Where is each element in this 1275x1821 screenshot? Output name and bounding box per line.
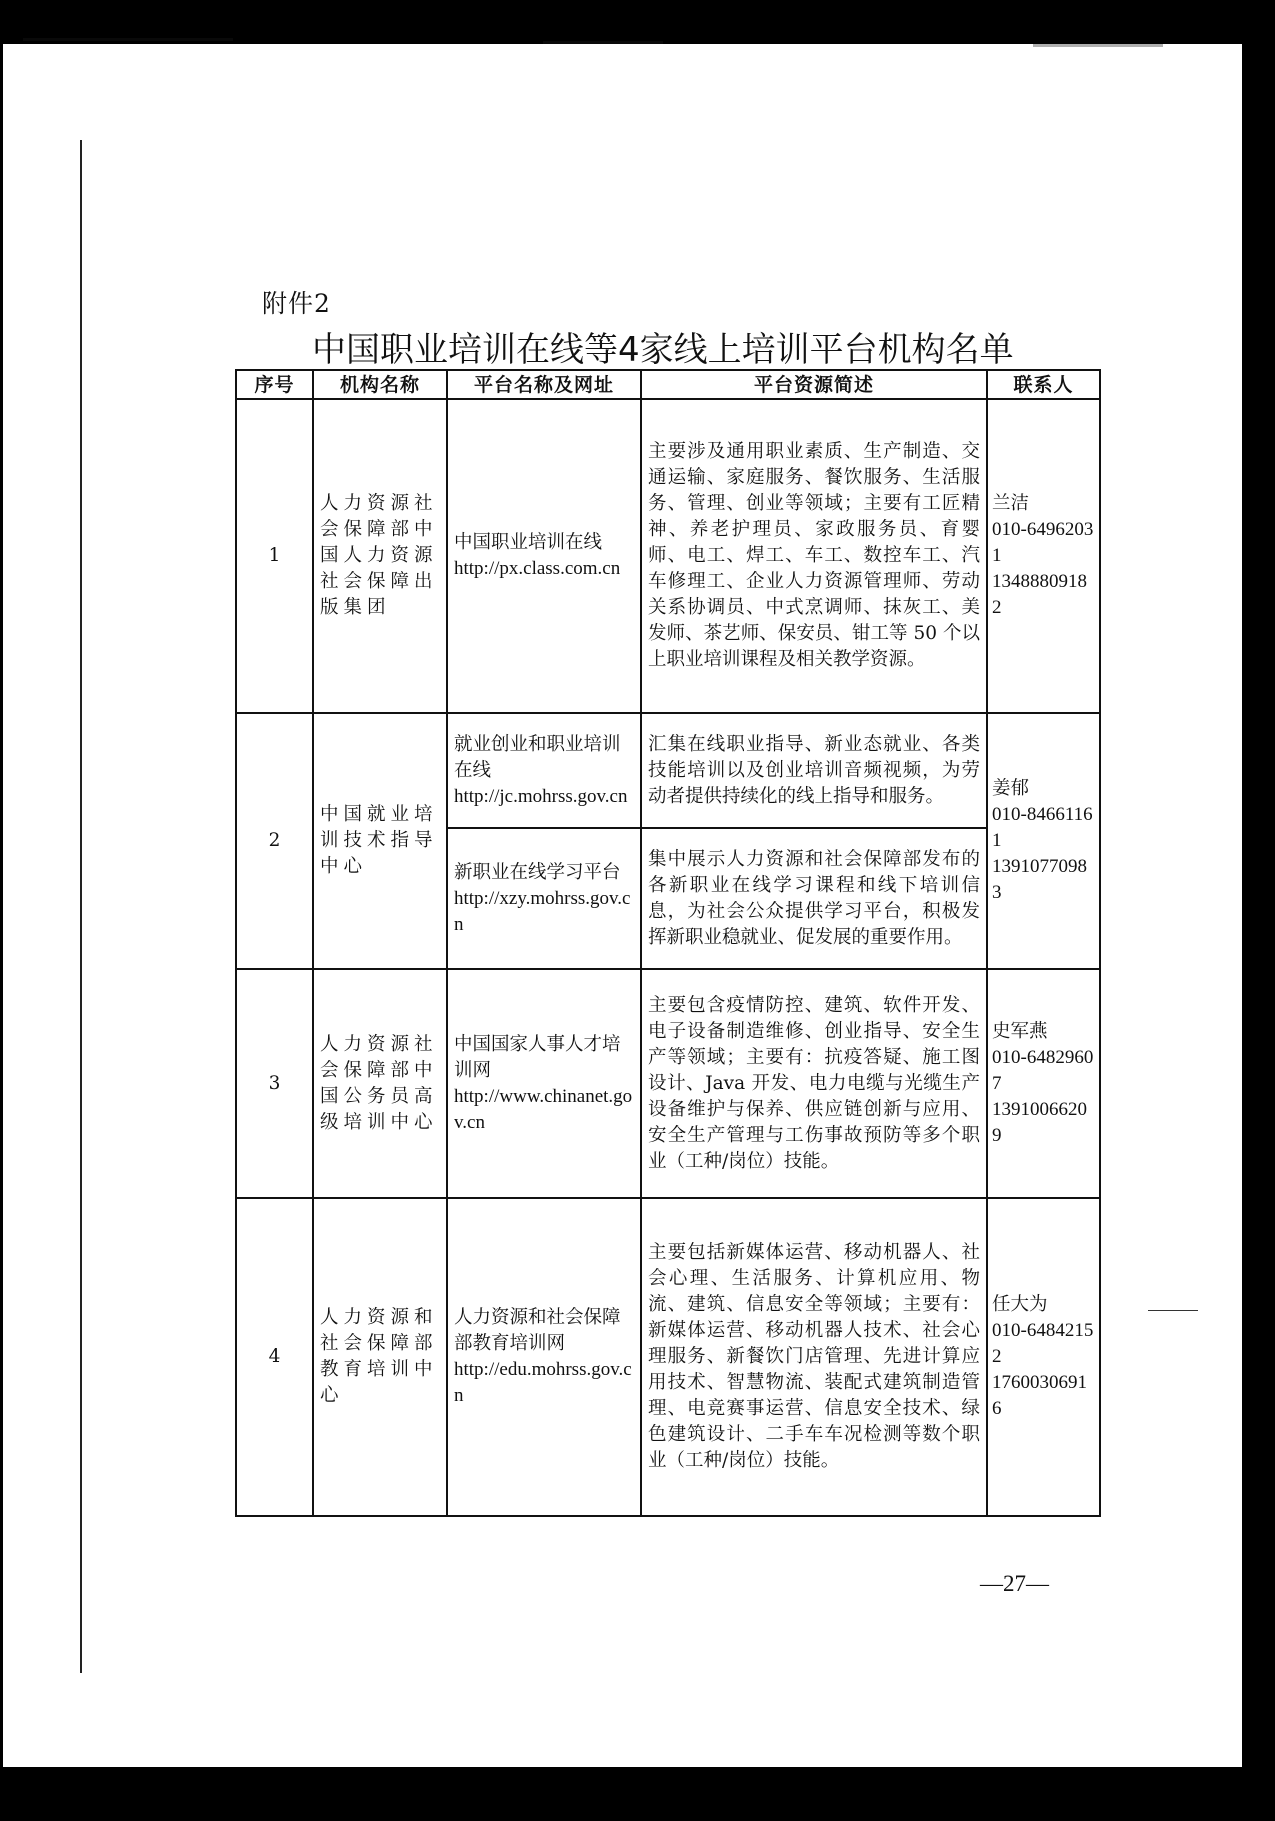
contact-phone: 010-64962031 xyxy=(992,519,1094,566)
contact-cell xyxy=(987,399,1100,713)
header-contact: 联系人 xyxy=(987,370,1100,399)
platform-name: 中国职业培训在线 xyxy=(454,532,603,553)
table-row xyxy=(236,1198,1100,1516)
org-name: 人力资源社会保障部中国公务员高级培训中心 xyxy=(313,969,447,1198)
platform-name: 新职业在线学习平台 xyxy=(454,861,621,883)
contact-cell xyxy=(987,969,1100,1198)
header-description: 平台资源简述 xyxy=(641,370,987,399)
platform-url[interactable]: http://www.chinanet.gov.cn xyxy=(454,1085,633,1133)
header-platform: 平台名称及网址 xyxy=(447,370,641,399)
org-name: 人力资源和社会保障部教育培训中心 xyxy=(313,1198,447,1516)
platform-url[interactable]: http://xzy.mohrss.gov.cn xyxy=(454,887,631,935)
row-number: 2 xyxy=(236,713,313,969)
table-row xyxy=(236,399,1100,713)
platform-cell xyxy=(447,713,641,828)
scan-artifact xyxy=(23,38,233,41)
scan-artifact xyxy=(543,41,663,44)
contact-phone: 010-64829607 xyxy=(992,1046,1094,1094)
contact-name: 姜郁 xyxy=(992,778,1030,799)
contact-name: 兰洁 xyxy=(992,493,1030,514)
platform-url[interactable]: http://px.class.com.cn xyxy=(454,558,621,579)
platform-url[interactable]: http://edu.mohrss.gov.cn xyxy=(454,1359,632,1406)
annex-label: 附件2 xyxy=(262,289,331,318)
platform-cell xyxy=(447,399,641,713)
row-number: 1 xyxy=(236,399,313,713)
contact-mobile: 13488809182 xyxy=(992,571,1087,618)
page-number: —27— xyxy=(980,1571,1049,1596)
row-number: 4 xyxy=(236,1198,313,1516)
contact-cell xyxy=(987,713,1100,969)
table-row xyxy=(236,969,1100,1198)
platform-name: 就业创业和职业培训在线 xyxy=(454,733,621,781)
contact-cell xyxy=(987,1198,1100,1516)
contact-name: 史军燕 xyxy=(992,1020,1048,1042)
institution-table xyxy=(235,369,1101,1517)
contact-mobile: 13910770983 xyxy=(992,856,1087,903)
org-name: 中国就业培训技术指导中心 xyxy=(313,713,447,969)
scan-artifact xyxy=(1148,1310,1198,1311)
org-name: 人力资源社会保障部中国人力资源社会保障出版集团 xyxy=(313,399,447,713)
platform-description: 集中展示人力资源和社会保障部发布的各新职业在线学习课程和线下培训信息，为社会公众提供学习平台，积极发挥新职业稳就业、促发展的重要作用。 xyxy=(641,828,987,969)
platform-cell xyxy=(447,969,641,1198)
platform-url[interactable]: http://jc.mohrss.gov.cn xyxy=(454,785,628,807)
contact-mobile: 13910066209 xyxy=(992,1098,1087,1146)
platform-cell xyxy=(447,1198,641,1516)
contact-phone: 010-64842152 xyxy=(992,1320,1094,1367)
header-no: 序号 xyxy=(236,370,313,399)
header-org: 机构名称 xyxy=(313,370,447,399)
scan-artifact xyxy=(1033,44,1163,47)
table-row xyxy=(236,713,1100,828)
contact-name: 任大为 xyxy=(992,1294,1048,1315)
platform-description: 主要包含疫情防控、建筑、软件开发、电子设备制造维修、创业指导、安全生产等领域；主要有：抗疫答疑、施工图设计、Java 开发、电力电缆与光缆生产设备维护与保养、供应链创新与应用、安全生产管理与工伤事故预防等多个职业（工种/岗位）技能。 xyxy=(641,969,987,1198)
contact-mobile: 17600306916 xyxy=(992,1372,1087,1419)
platform-description: 主要涉及通用职业素质、生产制造、交通运输、家庭服务、餐饮服务、生活服务、管理、创业等领域；主要有工匠精神、养老护理员、家政服务员、育婴师、电工、焊工、车工、数控车工、汽车修理工、企业人力资源管理师、劳动关系协调员、中式烹调师、抹灰工、美发师、茶艺师、保安员、钳工等 50 个以上职业培训课程及相关教学资源。 xyxy=(641,399,987,713)
row-number: 3 xyxy=(236,969,313,1198)
page-title: 中国职业培训在线等4家线上培训平台机构名单 xyxy=(312,330,1014,370)
platform-description: 汇集在线职业指导、新业态就业、各类技能培训以及创业培训音频视频，为劳动者提供持续化的线上指导和服务。 xyxy=(641,713,987,828)
contact-phone: 010-84661161 xyxy=(992,804,1093,851)
platform-description: 主要包括新媒体运营、移动机器人、社会心理、生活服务、计算机应用、物流、建筑、信息安全等领域；主要有：新媒体运营、移动机器人技术、社会心理服务、新餐饮门店管理、先进计算应用技术、智慧物流、装配式建筑制造管理、电竞赛事运营、信息安全技术、绿色建筑设计、二手车车况检测等数个职业（工种/岗位）技能。 xyxy=(641,1198,987,1516)
platform-name: 中国国家人事人才培训网 xyxy=(454,1033,621,1081)
table-header-row xyxy=(236,370,1100,399)
scanned-page xyxy=(3,44,1242,1767)
binding-margin-line xyxy=(80,140,82,1673)
platform-name: 人力资源和社会保障部教育培训网 xyxy=(454,1307,621,1354)
platform-cell xyxy=(447,828,641,969)
